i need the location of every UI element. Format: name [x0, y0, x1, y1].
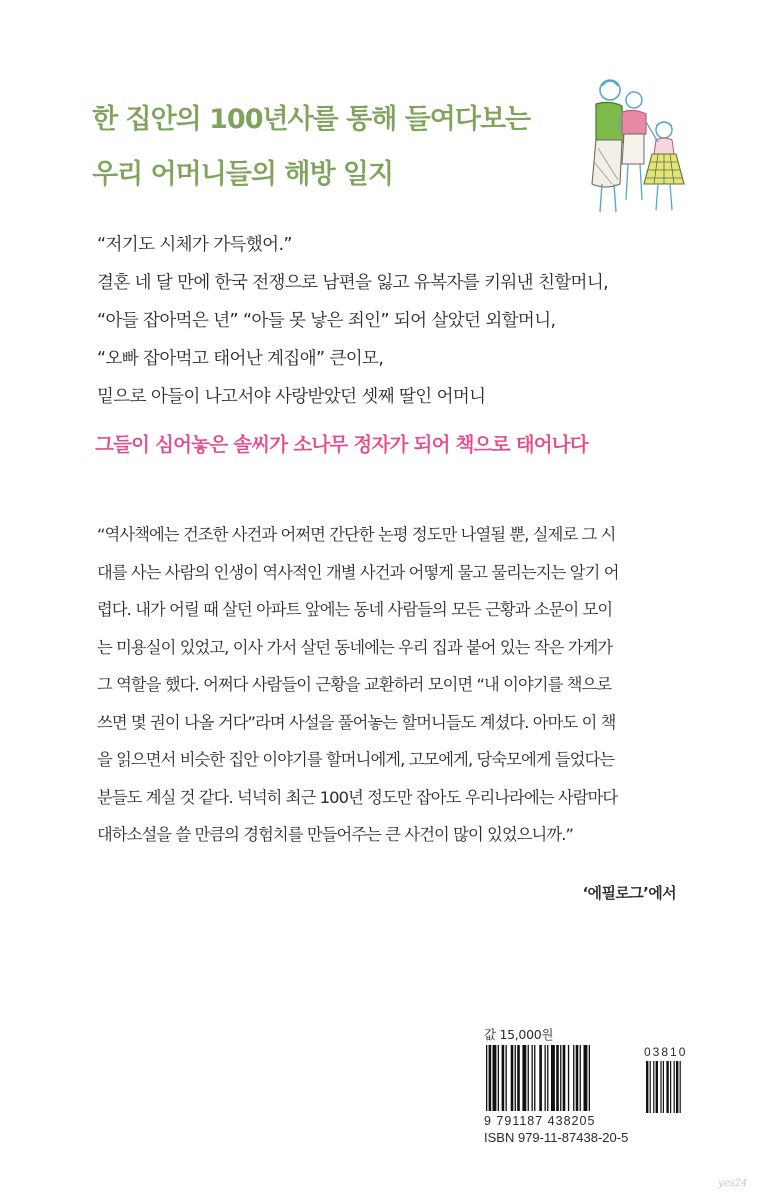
barcode-bar [576, 1045, 579, 1111]
addon-bar [646, 1061, 648, 1113]
addon-bar [674, 1061, 675, 1113]
addon-bar [656, 1061, 658, 1113]
excerpt-line-4: 는 미용실이 있었고, 이사 가서 살던 동네에는 우리 집과 붙어 있는 작은 가게가 [97, 637, 613, 657]
excerpt-source: ‘에필로그’에서 [582, 884, 676, 902]
headline-line-2: 우리 어머니들의 해방 일지 [92, 159, 394, 190]
addon-bar [653, 1061, 654, 1113]
barcode-bar [580, 1045, 581, 1111]
family-illustration-icon [572, 72, 702, 222]
barcode-bar [517, 1045, 520, 1111]
excerpt-line-2: 대를 사는 사람의 인생이 역사적인 개별 사건과 어떻게 물고 물리는지는 알기 어 [97, 562, 619, 582]
addon-bar [650, 1061, 651, 1113]
barcode-bar [568, 1045, 569, 1111]
barcode-bar [493, 1045, 497, 1111]
barcode-bar [502, 1045, 505, 1111]
quotes-block [97, 226, 697, 416]
price-label: 값 15,000원 [484, 1027, 554, 1042]
excerpt-block [97, 516, 697, 854]
headline-line-1: 한 집안의 100년사를 통해 들여다보는 [92, 104, 531, 135]
quote-line-1: “저기도 시체가 가득했어.” [97, 235, 292, 255]
ean-bars [486, 1045, 590, 1111]
addon-bar [666, 1061, 668, 1113]
barcode-bar [563, 1045, 566, 1111]
barcode-bar [539, 1045, 542, 1111]
barcode-digits: 9 791187 438205 [484, 1114, 596, 1128]
barcode [484, 1045, 688, 1141]
barcode-bar [551, 1045, 555, 1111]
excerpt-line-8: 분들도 계실 것 같다. 넉넉히 최근 100년 정도만 잡아도 우리나라에는 사람마다 [97, 787, 618, 807]
quote-line-3: “아들 잡아먹은 년” “아들 못 낳은 죄인” 되어 살았던 외할머니, [97, 311, 556, 331]
excerpt-line-9: 대하소설을 쓸 만큼의 경험치를 만들어주는 큰 사건이 많이 있었으니까.” [97, 825, 574, 844]
excerpt-line-6: 쓰면 몇 권이 나올 거다”라며 사설을 풀어놓는 할머니들도 계셨다. 아마도 이 책 [97, 712, 616, 732]
barcode-bar [506, 1045, 507, 1111]
quote-line-5: 밑으로 아들이 나고서야 사랑받았던 셋째 딸인 어머니 [97, 387, 486, 407]
addon-bar [670, 1061, 671, 1113]
barcode-bar [522, 1045, 526, 1111]
excerpt-line-7: 을 읽으면서 비슷한 집안 이야기를 할머니에게, 고모에게, 당숙모에게 들었다는 [97, 750, 615, 769]
barcode-bar [534, 1045, 535, 1111]
addon-bar [676, 1061, 678, 1113]
excerpt-line-5: 그 역할을 했다. 어쩌다 사람들이 근황을 교환하러 모이면 “내 이야기를 책으로 [97, 675, 612, 694]
barcode-bar [489, 1045, 492, 1111]
barcode-bar [528, 1045, 529, 1111]
barcode-bar [498, 1045, 499, 1111]
barcode-bar [573, 1045, 574, 1111]
quote-line-2: 결혼 네 달 만에 한국 전쟁으로 남편을 잃고 유복자를 키워낸 친할머니, [97, 273, 609, 293]
highlight-tagline: 그들이 심어놓은 솔씨가 소나무 정자가 되어 책으로 태어나다 [95, 433, 588, 456]
excerpt-line-3: 렵다. 내가 어릴 때 살던 아파트 앞에는 동네 사람들의 모든 근황과 소문이 모이 [97, 600, 613, 619]
excerpt-line-1: “역사책에는 건조한 사건과 어쩌면 간단한 논평 정도만 나열될 뿐, 실제로 그 시 [97, 525, 616, 544]
barcode-bar [486, 1045, 487, 1111]
addon-bars [646, 1061, 681, 1113]
quote-line-4: “오빠 잡아먹고 태어난 계집애” 큰이모, [97, 349, 384, 369]
barcode-bar [547, 1045, 548, 1111]
barcode-bar [589, 1045, 590, 1111]
addon-bar [660, 1061, 661, 1113]
barcode-bar [560, 1045, 561, 1111]
watermark: yes24 [718, 1178, 748, 1189]
barcode-bar [545, 1045, 546, 1111]
addon-bar [663, 1061, 664, 1113]
barcode-bar [556, 1045, 559, 1111]
isbn-label: ISBN 979-11-87438-20-5 [484, 1130, 629, 1145]
barcode-addon-digits: 03810 [644, 1045, 688, 1059]
barcode-bar [515, 1045, 516, 1111]
barcode-bar [511, 1045, 514, 1111]
barcode-bar [584, 1045, 588, 1111]
headline [92, 92, 562, 202]
barcode-bar [532, 1045, 533, 1111]
addon-bar [680, 1061, 681, 1113]
family-illustration [572, 72, 702, 222]
